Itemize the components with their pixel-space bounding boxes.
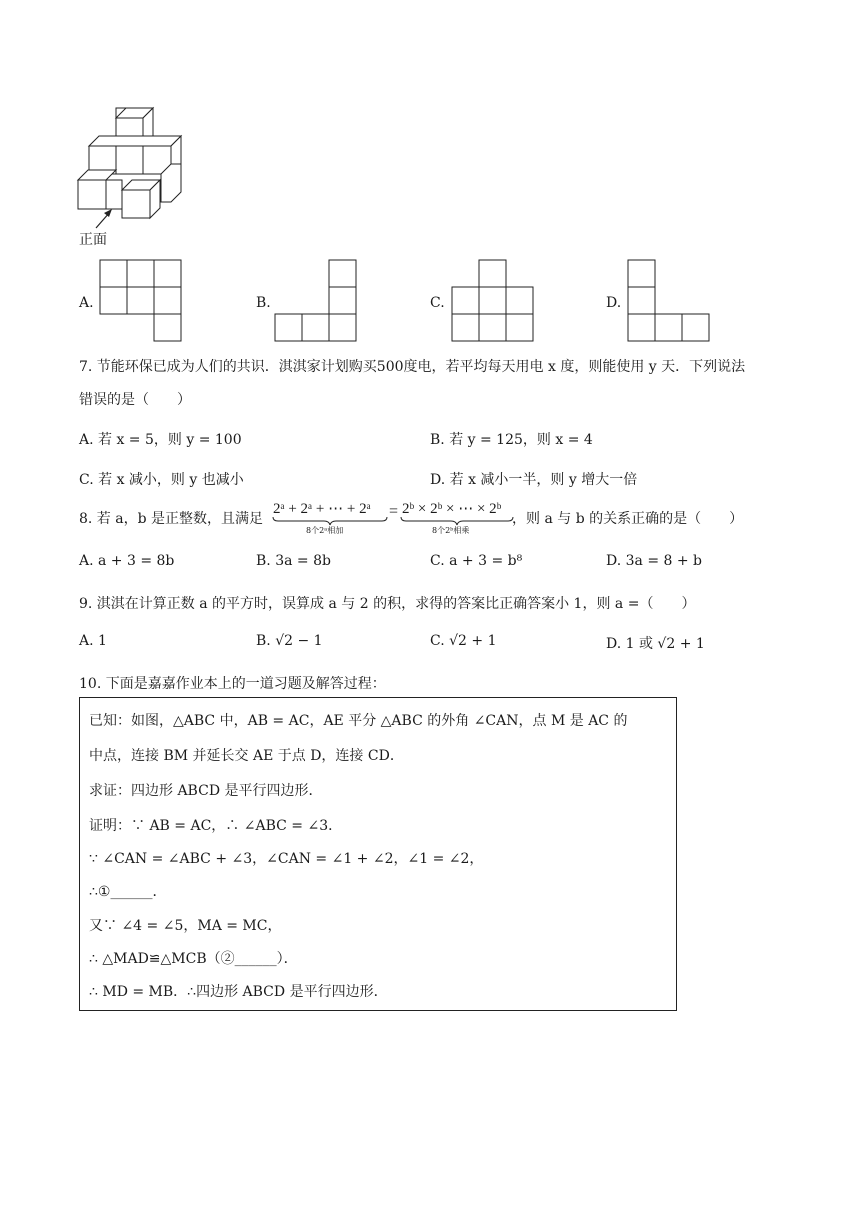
q10-box-line-5: ∵ ∠CAN = ∠ABC + ∠3，∠CAN = ∠1 + ∠2，∠1 = ∠2，	[89, 851, 484, 867]
cube-stack-figure	[76, 108, 196, 228]
q8-rhs-brace-note: 8个2ᵇ相乘	[432, 526, 470, 535]
q8-option-d: D. 3a = 8 + b	[606, 553, 703, 569]
q10-box-line-1: 已知：如图，△ABC 中，AB = AC，AE 平分 △ABC 的外角 ∠CAN，点 M 是 AC 的	[89, 713, 628, 729]
q6-option-c-label: C.	[430, 295, 445, 311]
q8-rhs-expression: 2ᵇ × 2ᵇ × ⋯ × 2ᵇ	[402, 501, 502, 517]
q9-option-d: D. 1 或 √2 + 1	[606, 636, 705, 652]
q8-lhs-brace-note: 8个2ᵃ相加	[306, 526, 344, 535]
q6-option-d-label: D.	[606, 295, 622, 311]
q8-equals: =	[389, 503, 399, 520]
q6-option-c-grid	[452, 260, 536, 344]
q10-stem: 10. 下面是嘉嘉作业本上的一道习题及解答过程：	[79, 676, 386, 692]
q10-box-line-8: ∴ △MAD≌△MCB（②______）．	[89, 951, 298, 967]
q8-option-b: B. 3a = 8b	[256, 553, 331, 569]
q10-box-line-3: 求证：四边形 ABCD 是平行四边形．	[89, 783, 323, 799]
q10-solution-box	[79, 697, 677, 1011]
q7-stem-line2: 错误的是（ ）	[79, 392, 191, 408]
q6-option-a-label: A.	[79, 295, 94, 311]
q10-box-line-7: 又∵ ∠4 = ∠5，MA = MC，	[89, 918, 282, 934]
q8-lhs-expression: 2ᵃ + 2ᵃ + ⋯ + 2ᵃ	[273, 501, 371, 517]
q8-option-c: C. a + 3 = b⁸	[430, 553, 523, 569]
q6-option-a-grid	[100, 260, 184, 344]
q10-box-line-2: 中点，连接 BM 并延长交 AE 于点 D，连接 CD．	[89, 748, 404, 764]
q6-option-b-label: B.	[256, 295, 271, 311]
q10-box-line-4: 证明：∵ AB = AC，∴ ∠ABC = ∠3．	[89, 818, 343, 834]
q8-prefix: 8. 若 a，b 是正整数，且满足	[79, 511, 264, 527]
q6-option-b-grid	[275, 260, 359, 344]
q8-option-a: A. a + 3 = 8b	[79, 553, 175, 569]
q7-stem-line1: 7. 节能环保已成为人们的共识．淇淇家计划购买500度电，若平均每天用电 x 度，则能使用 y 天．下列说法	[79, 359, 746, 375]
q7-option-b: B. 若 y = 125，则 x = 4	[430, 432, 593, 448]
front-label: 正面	[79, 232, 107, 248]
q8-suffix: ，则 a 与 b 的关系正确的是（ ）	[512, 511, 744, 527]
q9-stem: 9. 淇淇在计算正数 a 的平方时，误算成 a 与 2 的积，求得的答案比正确答案小 1，则 a =（ ）	[79, 596, 696, 612]
q9-option-b: B. √2 − 1	[256, 633, 323, 649]
q7-option-a: A. 若 x = 5，则 y = 100	[79, 432, 242, 448]
q9-option-c: C. √2 + 1	[430, 633, 497, 649]
q10-box-line-6: ∴①______．	[89, 884, 167, 900]
q6-option-d-grid	[628, 260, 712, 344]
q7-option-d: D. 若 x 减小一半，则 y 增大一倍	[430, 472, 638, 488]
q7-option-c: C. 若 x 减小，则 y 也减小	[79, 472, 244, 488]
q10-box-line-9: ∴ MD = MB．∴四边形 ABCD 是平行四边形．	[89, 984, 388, 1000]
q9-option-a: A. 1	[79, 633, 107, 649]
